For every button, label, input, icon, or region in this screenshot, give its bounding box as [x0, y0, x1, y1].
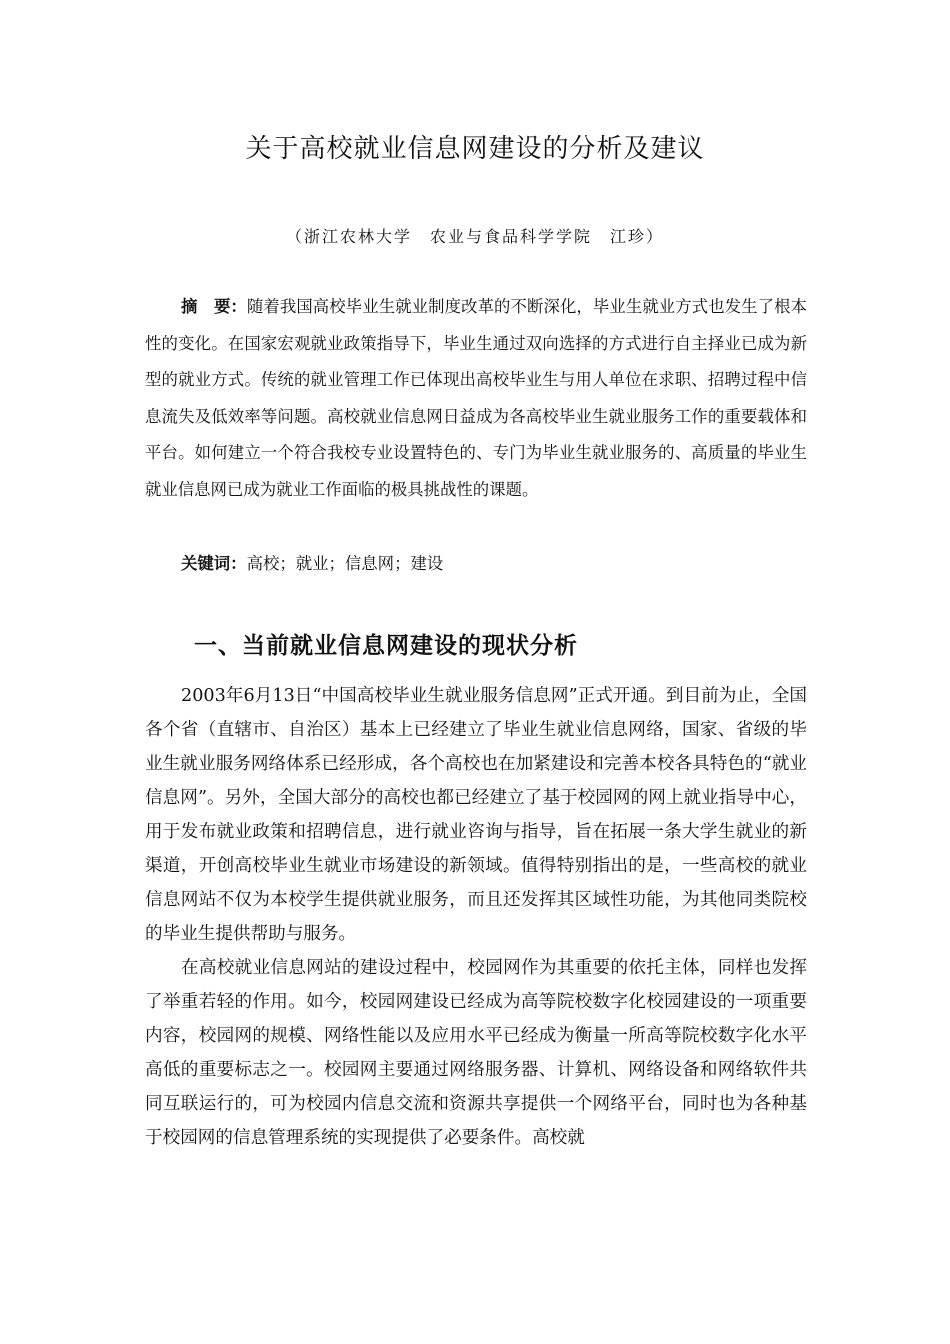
section-body: [145, 679, 807, 1155]
section-heading: 一、当前就业信息网建设的现状分析: [194, 633, 578, 659]
abstract-paragraph: [145, 289, 807, 508]
abstract-text: 随着我国高校毕业生就业制度改革的不断深化，毕业生就业方式也发生了根本性的变化。在国家宏观就业政策指导下，毕业生通过双向选择的方式进行自主择业已成为新型的就业方式。传统的就业管理工作已体现出高校毕业生与用人单位在求职、招聘过程中信息流失及低效率等问题。高校就业信息网日益成为各高校毕业生就业服务工作的重要载体和平台。如何建立一个符合我校专业设置特色的、专门为毕业生就业服务的、高质量的毕业生就业信息网已成为就业工作面临的极具挑战性的课题。: [145, 297, 808, 499]
keywords-line: [145, 546, 807, 583]
author-affiliation: （浙江农林大学 农业与食品科学学院 江珍）: [285, 227, 664, 246]
body-paragraph: 在高校就业信息网站的建设过程中，校园网作为其重要的依托主体，同样也发挥了举重若轻的作用。如今，校园网建设已经成为高等院校数字化校园建设的一项重要内容，校园网的规模、网络性能以及应用水平已经成为衡量一所高等院校数字化水平高低的重要标志之一。校园网主要通过网络服务器、计算机、网络设备和网络软件共同互联运行的，可为校园内信息交流和资源共享提供一个网络平台，同时也为各种基于校园网的信息管理系统的实现提供了必要条件。高校就: [145, 958, 807, 1148]
abstract-label: 摘 要：: [181, 297, 247, 316]
keywords-label: 关键词：: [181, 554, 247, 573]
body-paragraph: 2003年6月13日“中国高校毕业生就业服务信息网”正式开通。到目前为止，全国各个省（直辖市、自治区）基本上已经建立了毕业生就业信息网络，国家、省级的毕业生就业服务网络体系已经形成，各个高校也在加紧建设和完善本校各具特色的“就业信息网”。另外，全国大部分的高校也都已经建立了基于校园网的网上就业指导中心，用于发布就业政策和招聘信息，进行就业咨询与指导，旨在拓展一条大学生就业的新渠道，开创高校毕业生就业市场建设的新领域。值得特别指出的是，一些高校的就业信息网站不仅为本校学生提供就业服务，而且还发挥其区域性功能，为其他同类院校的毕业生提供帮助与服务。: [145, 686, 807, 944]
keywords-text: 高校；就业；信息网；建设: [246, 554, 444, 573]
document-title: 关于高校就业信息网建设的分析及建议: [245, 134, 705, 164]
